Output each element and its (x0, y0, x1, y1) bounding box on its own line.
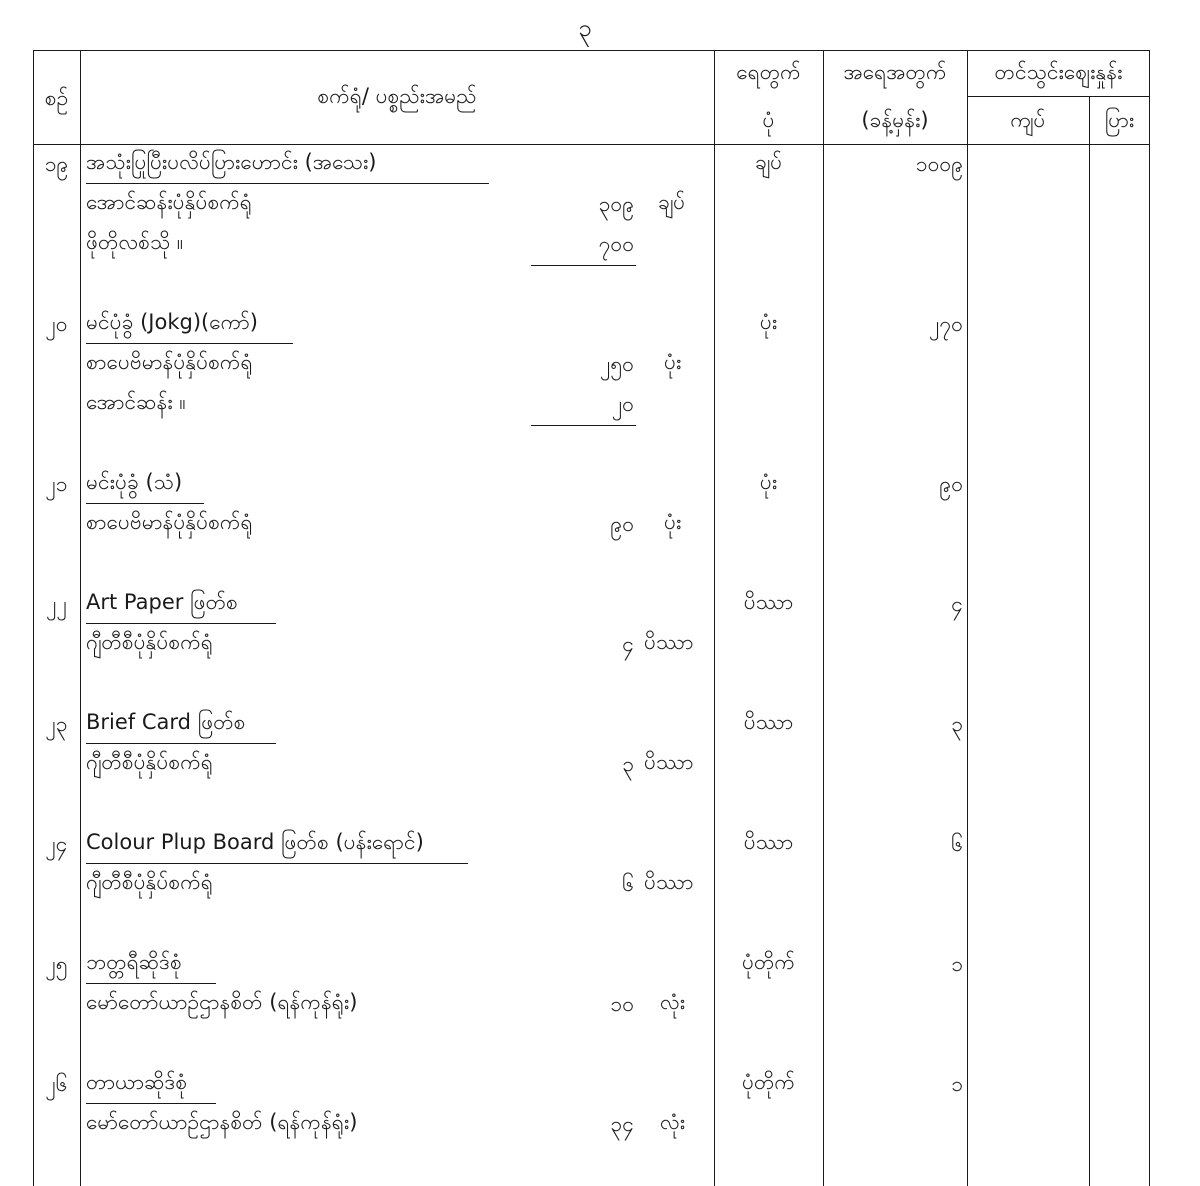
header-qty-line1: အရေအတွက် (843, 60, 947, 84)
sub-item-name: အောင်ဆန်းပုံနှိပ်စက်ရုံ (86, 190, 252, 214)
header-kyat: ကျပ် (1010, 108, 1046, 132)
sub-item-unit: ပိဿာ (644, 750, 694, 774)
item-name: ဘတ္တရီဆိုဒ်စုံ (86, 950, 182, 974)
row-no: ၁၉ (44, 152, 69, 176)
row-no: ၂၄ (45, 832, 68, 856)
sub-item-unit: ပိဿာ (644, 870, 694, 894)
row-no: ၂၅ (45, 952, 68, 976)
row-no: ၂၂ (46, 592, 67, 616)
sub-item-quantity: ၆ (622, 872, 634, 896)
item-name: Brief Card ဖြတ်စ (86, 710, 246, 734)
row-no: ၂၆ (45, 1072, 68, 1096)
sub-item-quantity: ၉၀ (610, 512, 634, 536)
sub-item-unit: ပိဿာ (644, 630, 694, 654)
sub-item-quantity: ၃ (622, 752, 634, 776)
item-quantity: ၁ (951, 1072, 963, 1096)
header-bottom-rule (33, 144, 1150, 145)
sub-item-name: မော်တော်ယာဉ်ဌာနစိတ် (ရန်ကုန်ရုံး) (86, 1110, 358, 1134)
sub-item-quantity: ၂၅၀ (600, 352, 634, 376)
item-quantity: ၉၀ (939, 472, 963, 496)
header-pya: ပြား (1104, 108, 1135, 132)
row-no: ၂၀ (45, 312, 68, 336)
item-unit: ပိဿာ (743, 590, 794, 614)
col-divider-unit (823, 50, 824, 1186)
item-unit: ပုံး (759, 310, 778, 334)
item-name: မင်ပုံခွံ (Jokg)(ကော်) (86, 310, 258, 334)
item-unit: ပိဿာ (743, 830, 794, 854)
sub-item-name: ဂျီတီစီပုံနှိပ်စက်ရုံ (86, 630, 213, 654)
item-name: Colour Plup Board ဖြတ်စ (ပန်းရောင်) (86, 830, 424, 854)
item-underline (86, 743, 276, 744)
sub-item-quantity: ၁၀ (610, 992, 634, 1016)
page-number: ၃ (578, 14, 592, 42)
sub-item-name: မော်တော်ယာဉ်ဌာနစိတ် (ရန်ကုန်ရုံး) (86, 990, 358, 1014)
item-unit: ပုံတိုက် (742, 1070, 795, 1094)
item-unit: ပုံး (759, 470, 778, 494)
item-name: အသုံးပြုပြီးပလိပ်ပြားဟောင်း (အသေး) (86, 150, 377, 174)
row-no: ၂၃ (45, 712, 68, 736)
sub-item-unit: လုံး (660, 1110, 686, 1134)
header-price-group: တင်သွင်းဈေးနှုန်း (994, 60, 1123, 84)
sub-item-unit: ချပ် (658, 190, 686, 214)
row-no: ၂၁ (45, 472, 68, 496)
item-unit: ချပ် (754, 150, 783, 174)
sub-item-quantity: ၂၀ (611, 392, 634, 416)
sub-item-name: စာပေဗိမာန်ပုံနှိပ်စက်ရုံ (86, 350, 253, 374)
item-unit: ပုံတိုက် (742, 950, 795, 974)
sub-item-unit: ပုံး (664, 510, 682, 534)
item-quantity: ၄ (951, 592, 963, 616)
item-underline (86, 623, 276, 624)
item-underline (86, 1103, 216, 1104)
item-underline (86, 503, 204, 504)
sub-item-quantity: ၇၀၀ (598, 232, 634, 256)
header-qty-line2: (ခန့်မှန်း) (861, 108, 929, 132)
item-underline (86, 183, 489, 184)
item-underline (86, 983, 216, 984)
header-no: စဉ် (44, 86, 69, 110)
item-quantity: ၂၇၀ (929, 312, 963, 336)
item-underline (86, 343, 293, 344)
sub-item-name: စာပေဗိမာန်ပုံနှိပ်စက်ရုံ (86, 510, 253, 534)
item-name: မင်းပုံခွံ (သံ) (86, 470, 183, 494)
col-divider-kyat (1089, 96, 1090, 1186)
sub-item-quantity: ၄ (622, 632, 634, 656)
item-name: Art Paper ဖြတ်စ (86, 590, 238, 614)
sub-item-unit: ပုံး (664, 350, 682, 374)
sub-item-name: အောင်ဆန်း ။ (86, 390, 186, 414)
item-unit: ပိဿာ (743, 710, 794, 734)
header-item: စက်ရုံ/ ပစ္စည်းအမည် (317, 84, 477, 108)
subtotal-rule (531, 425, 636, 426)
sub-item-quantity: ၃၀၉ (598, 192, 634, 216)
col-divider-qty (967, 50, 968, 1186)
header-unit-line2: ပုံ (762, 108, 775, 132)
col-divider-no (80, 50, 81, 1186)
item-quantity: ၁၀၀၉ (915, 152, 963, 176)
item-underline (86, 863, 468, 864)
item-quantity: ၃ (951, 712, 963, 736)
sub-item-quantity: ၃၄ (610, 1112, 634, 1136)
item-name: တာယာဆိုဒ်စုံ (86, 1070, 188, 1094)
col-divider-item (714, 50, 715, 1186)
sub-item-unit: လုံး (660, 990, 686, 1014)
sub-item-name: ဂျီတီစီပုံနှိပ်စက်ရုံ (86, 750, 213, 774)
item-quantity: ၁ (951, 952, 963, 976)
item-quantity: ၆ (951, 832, 963, 856)
subtotal-rule (531, 265, 636, 266)
price-header-rule (967, 96, 1150, 97)
sub-item-name: ဖိုတိုလစ်သို ။ (86, 230, 184, 254)
sub-item-name: ဂျီတီစီပုံနှိပ်စက်ရုံ (86, 870, 213, 894)
header-unit-line1: ရေတွက် (736, 60, 801, 84)
